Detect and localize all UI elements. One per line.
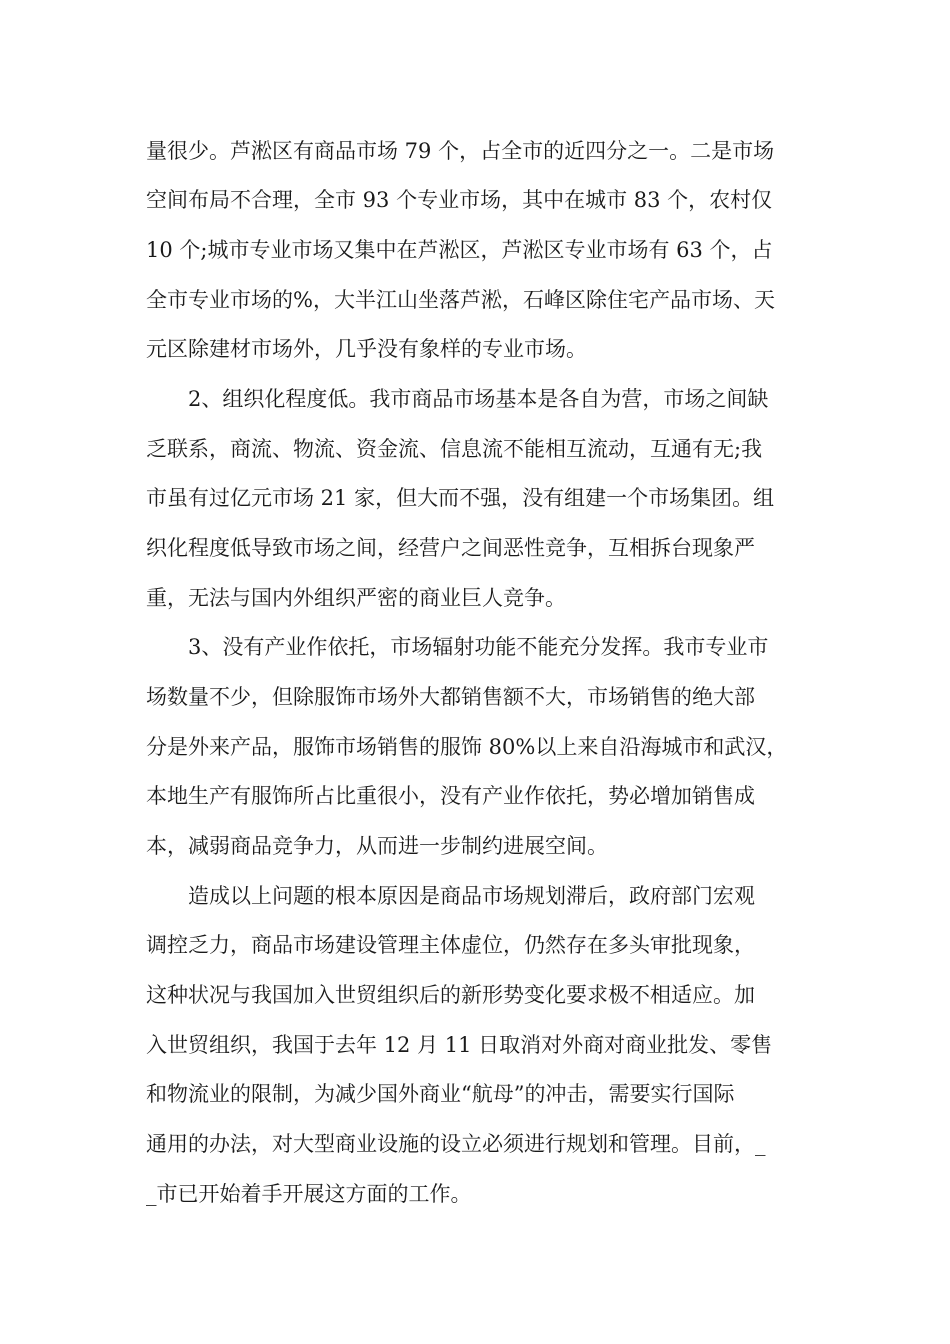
text-line: 空间布局不合理，全市 93 个专业市场，其中在城市 83 个，农村仅	[146, 188, 773, 212]
text-line: _市已开始着手开展这方面的工作。	[146, 1182, 472, 1206]
text-line: 乏联系，商流、物流、资金流、信息流不能相互流动，互通有无;我	[146, 437, 763, 461]
text-line: 和物流业的限制，为减少国外商业“航母”的冲击，需要实行国际	[146, 1082, 735, 1106]
text-line: 分是外来产品，服饰市场销售的服饰 80%以上来自沿海城市和武汉，	[146, 735, 788, 759]
text-line: 这种状况与我国加入世贸组织后的新形势变化要求极不相适应。加	[146, 983, 755, 1007]
text-line: 造成以上问题的根本原因是商品市场规划滞后，政府部门宏观	[188, 884, 755, 908]
text-line: 2、组织化程度低。我市商品市场基本是各自为营，市场之间缺	[188, 387, 769, 411]
text-line: 元区除建材市场外，几乎没有象样的专业市场。	[146, 337, 587, 361]
text-line: 本，减弱商品竞争力，从而进一步制约进展空间。	[146, 834, 608, 858]
text-line: 场数量不少，但除服饰市场外大都销售额不大，市场销售的绝大部	[146, 685, 755, 709]
text-line: 3、没有产业作依托，市场辐射功能不能充分发挥。我市专业市	[188, 635, 769, 659]
text-line: 市虽有过亿元市场 21 家，但大而不强，没有组建一个市场集团。组	[146, 486, 775, 510]
text-line: 本地生产有服饰所占比重很小，没有产业作依托，势必增加销售成	[146, 784, 755, 808]
text-line: 入世贸组织，我国于去年 12 月 11 日取消对外商对商业批发、零售	[146, 1033, 773, 1057]
text-line: 重，无法与国内外组织严密的商业巨人竞争。	[146, 586, 566, 610]
text-line: 10 个;城市专业市场又集中在芦淞区，芦淞区专业市场有 63 个，占	[146, 238, 773, 262]
text-line: 量很少。芦淞区有商品市场 79 个，占全市的近四分之一。二是市场	[146, 139, 775, 163]
text-line: 调控乏力，商品市场建设管理主体虚位，仍然存在多头审批现象，	[146, 933, 755, 957]
text-line: 全市专业市场的%，大半江山坐落芦淞，石峰区除住宅产品市场、天	[146, 288, 775, 312]
text-line: 织化程度低导致市场之间，经营户之间恶性竞争，互相拆台现象严	[146, 536, 755, 560]
text-line: 通用的办法，对大型商业设施的设立必须进行规划和管理。目前，_	[146, 1132, 766, 1156]
